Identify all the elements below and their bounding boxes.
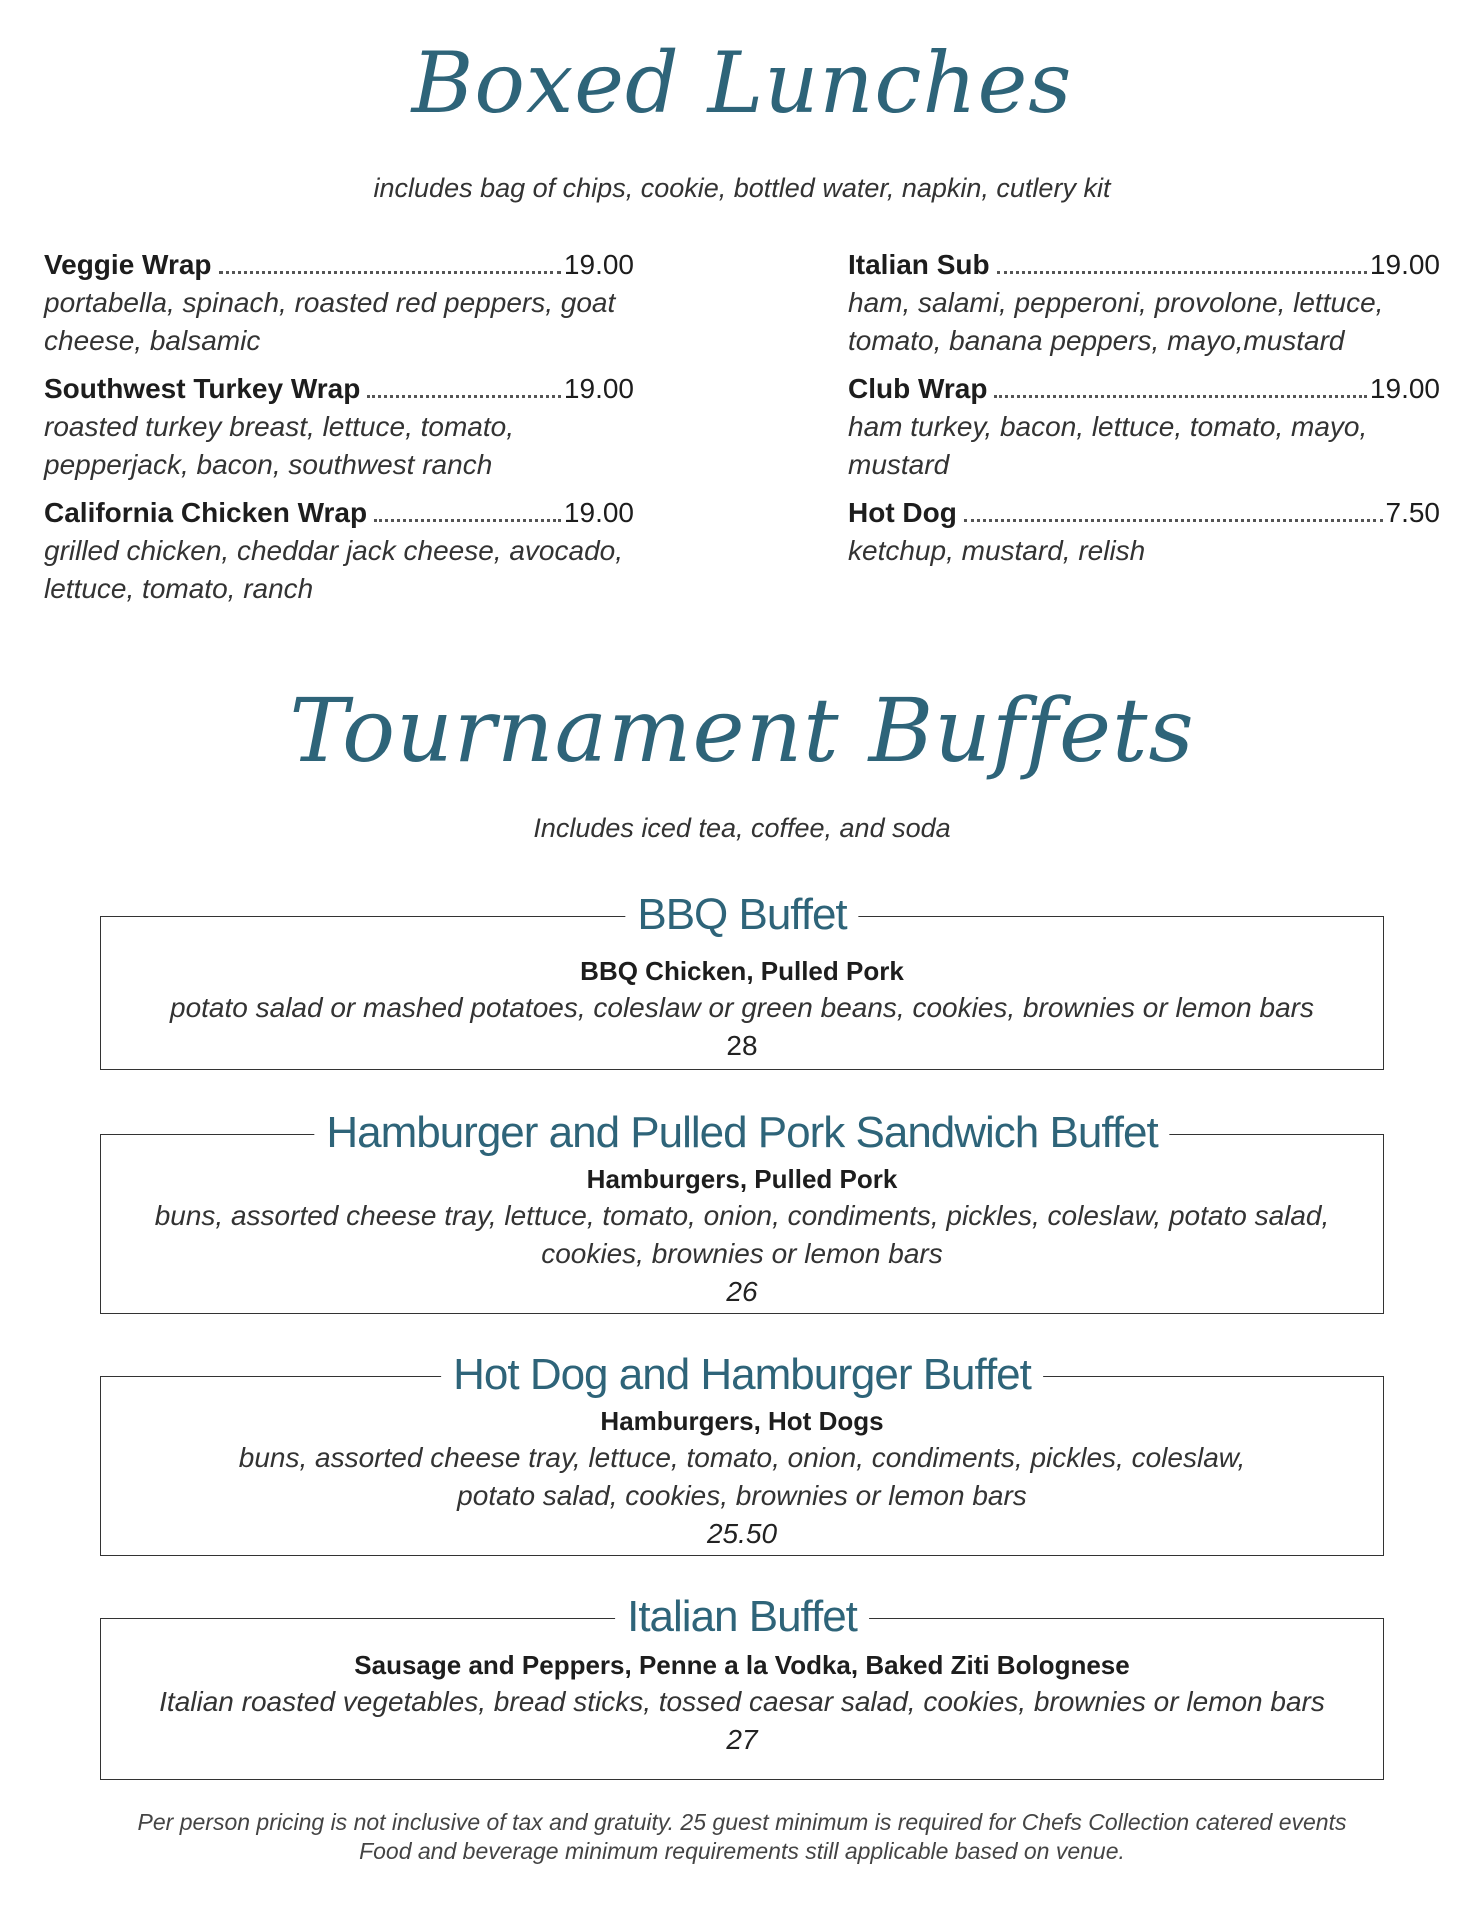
- item-name: California Chicken Wrap: [44, 497, 368, 528]
- footnote-line-2: Food and beverage minimum requirements still applicable based on venue.: [359, 1838, 1125, 1864]
- item-price: 19.00: [1369, 249, 1440, 280]
- buffet-box-bbq: [100, 890, 1384, 1070]
- buffet-description: Italian roasted vegetables, bread sticks, tossed caesar salad, cookies, brownies or lemon bars: [159, 1686, 1325, 1717]
- item-description: ham turkey, bacon, lettuce, tomato, mayo, mustard: [848, 411, 1368, 480]
- buffet-box-hot-dog-hamburger: [100, 1350, 1384, 1556]
- buffet-price: 27: [726, 1724, 758, 1755]
- item-description: ham, salami, pepperoni, provolone, lettuce, tomato, banana peppers, mayo,mustard: [848, 287, 1384, 356]
- item-description: ketchup, mustard, relish: [848, 535, 1146, 566]
- footnote-line-1: Per person pricing is not inclusive of tax and gratuity. 25 guest minimum is required for Chefs Collection catered events: [137, 1809, 1347, 1835]
- menu-item: [848, 494, 1440, 570]
- buffet-title: BBQ Buffet: [625, 890, 858, 940]
- boxed-lunches-subtitle: includes bag of chips, cookie, bottled water, napkin, cutlery kit: [373, 173, 1111, 203]
- item-name: Club Wrap: [848, 373, 988, 404]
- leader-dots: [219, 271, 561, 274]
- buffet-box-hamburger-pulled-pork: [100, 1108, 1384, 1314]
- leader-dots: [964, 519, 1383, 522]
- menu-item: [44, 370, 634, 484]
- buffet-main-items: Hamburgers, Hot Dogs: [600, 1406, 884, 1436]
- leader-dots: [997, 271, 1367, 274]
- buffet-price: 25.50: [706, 1518, 778, 1549]
- item-description: roasted turkey breast, lettuce, tomato, pepperjack, bacon, southwest ranch: [44, 411, 515, 480]
- item-name: Hot Dog: [848, 497, 957, 528]
- item-price: 19.00: [1369, 373, 1440, 404]
- buffet-title: Hot Dog and Hamburger Buffet: [441, 1350, 1043, 1400]
- item-name: Italian Sub: [848, 249, 990, 280]
- buffet-box-italian: [100, 1592, 1384, 1780]
- item-name: Southwest Turkey Wrap: [44, 373, 361, 404]
- buffet-description: buns, assorted cheese tray, lettuce, tomato, onion, condiments, pickles, coleslaw, potato salad, cookies, brownies or lemon bars: [154, 1200, 1330, 1269]
- menu-item: [44, 494, 634, 608]
- buffet-main-items: Sausage and Peppers, Penne a la Vodka, Baked Ziti Bolognese: [354, 1650, 1130, 1680]
- buffet-main-items: Hamburgers, Pulled Pork: [586, 1164, 898, 1194]
- leader-dots: [994, 395, 1366, 398]
- buffet-price: 26: [726, 1276, 758, 1307]
- buffet-price: 28: [726, 1030, 758, 1061]
- leader-dots: [374, 519, 561, 522]
- item-description: portabella, spinach, roasted red peppers, goat cheese, balsamic: [44, 287, 616, 356]
- item-price: 19.00: [563, 249, 634, 280]
- boxed-left-column: [44, 246, 634, 618]
- boxed-lunches-title: Boxed Lunches: [411, 34, 1073, 132]
- buffet-title: Italian Buffet: [615, 1592, 869, 1642]
- buffet-description: potato salad or mashed potatoes, coleslaw or green beans, cookies, brownies or lemon bars: [170, 992, 1314, 1023]
- item-name: Veggie Wrap: [44, 249, 212, 280]
- buffet-title: Hamburger and Pulled Pork Sandwich Buffet: [314, 1108, 1169, 1158]
- buffet-description: buns, assorted cheese tray, lettuce, tomato, onion, condiments, pickles, coleslaw, potato salad, cookies, brownies or lemon bars: [238, 1442, 1246, 1511]
- item-price: 7.50: [1385, 497, 1440, 528]
- item-description: grilled chicken, cheddar jack cheese, avocado, lettuce, tomato, ranch: [44, 535, 624, 604]
- menu-item: [848, 370, 1440, 484]
- menu-item: [848, 246, 1440, 360]
- item-price: 19.00: [563, 373, 634, 404]
- tournament-buffets-title: Tournament Buffets: [289, 679, 1195, 782]
- buffet-main-items: BBQ Chicken, Pulled Pork: [580, 956, 904, 986]
- item-price: 19.00: [563, 497, 634, 528]
- tournament-buffets-subtitle: Includes iced tea, coffee, and soda: [533, 813, 951, 843]
- boxed-right-column: [848, 246, 1440, 580]
- leader-dots: [367, 395, 561, 398]
- menu-item: [44, 246, 634, 360]
